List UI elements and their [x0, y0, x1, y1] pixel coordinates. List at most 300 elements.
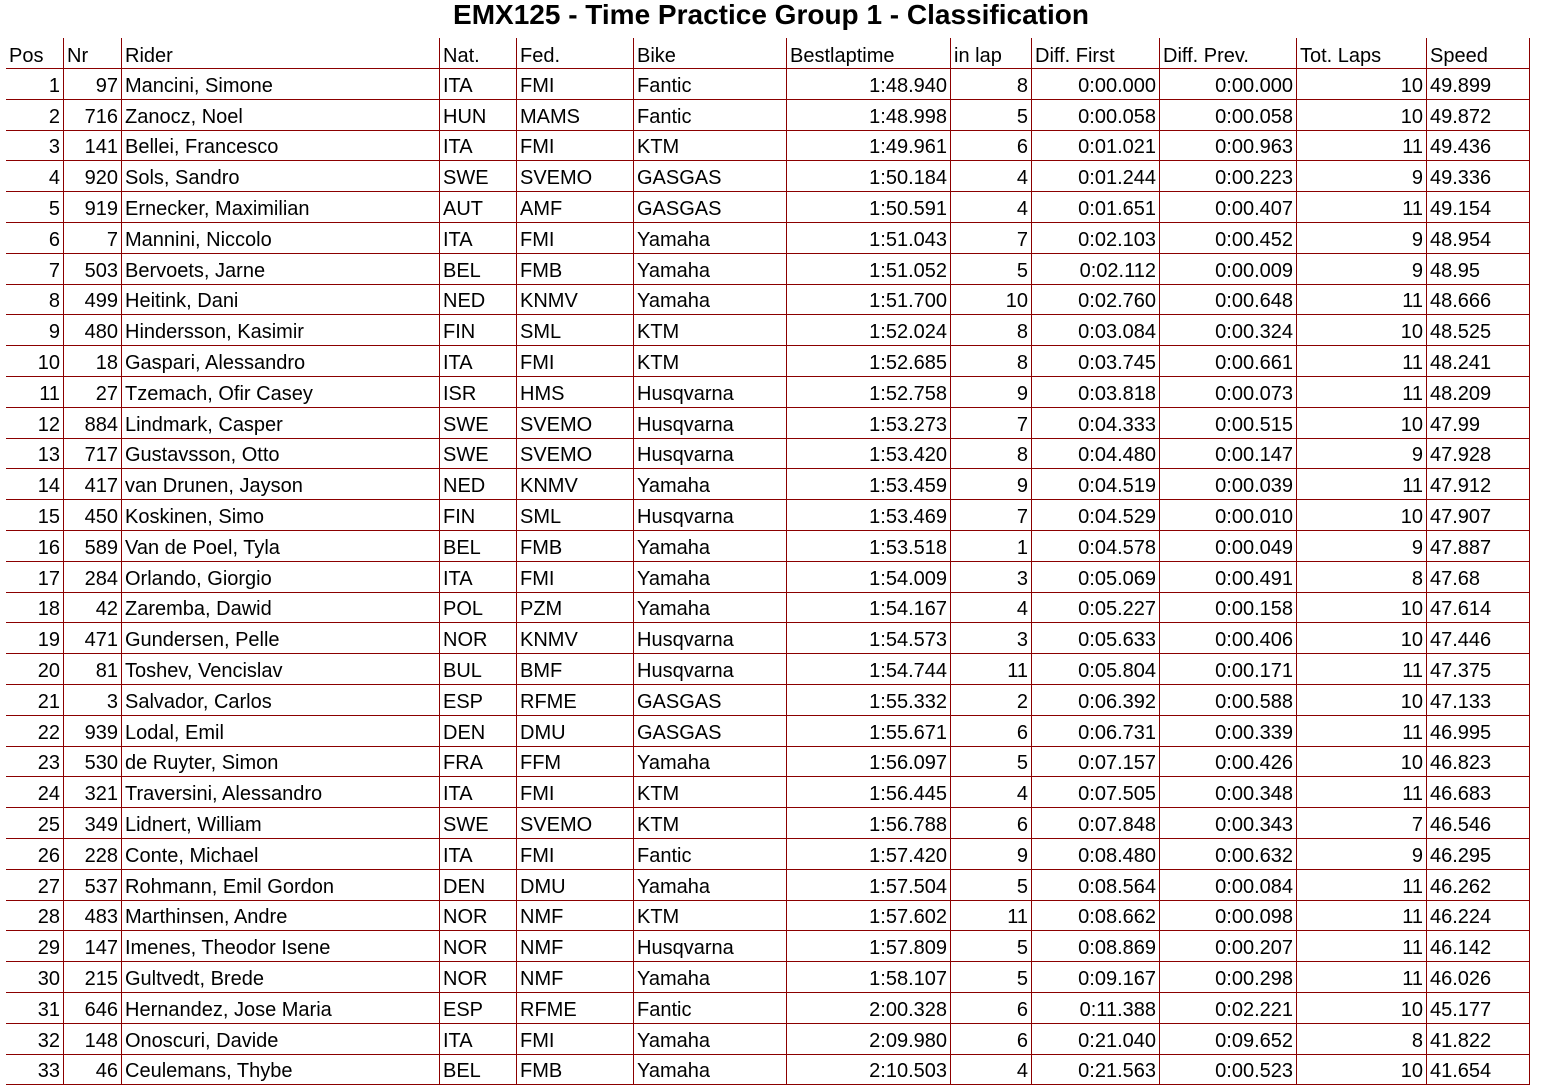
cell-bike: Yamaha	[634, 1055, 787, 1085]
table-row	[6, 1055, 1530, 1085]
cell-in-lap: 9	[951, 839, 1032, 870]
cell-in-lap: 1	[951, 531, 1032, 562]
cell-tot-laps: 9	[1297, 531, 1427, 562]
cell-bestlaptime: 1:50.591	[787, 192, 951, 223]
cell-bestlaptime: 2:00.328	[787, 993, 951, 1024]
cell-tot-laps: 10	[1297, 747, 1427, 778]
cell-rider: Zanocz, Noel	[122, 100, 440, 131]
cell-bestlaptime: 1:57.602	[787, 901, 951, 932]
cell-speed: 48.666	[1427, 285, 1530, 316]
cell-in-lap: 5	[951, 870, 1032, 901]
cell-diff-prev: 0:00.406	[1160, 623, 1297, 654]
cell-nat: ITA	[440, 131, 517, 162]
cell-bestlaptime: 1:52.758	[787, 377, 951, 408]
cell-in-lap: 2	[951, 685, 1032, 716]
cell-pos: 28	[6, 901, 64, 932]
column-header-bike: Bike	[634, 38, 787, 69]
column-header-rider: Rider	[122, 38, 440, 69]
cell-tot-laps: 10	[1297, 685, 1427, 716]
cell-bike: Yamaha	[634, 469, 787, 500]
cell-tot-laps: 11	[1297, 285, 1427, 316]
cell-bestlaptime: 1:54.167	[787, 593, 951, 624]
table-row	[6, 315, 1530, 346]
column-header-nr: Nr	[64, 38, 122, 69]
cell-tot-laps: 11	[1297, 377, 1427, 408]
cell-speed: 46.224	[1427, 901, 1530, 932]
cell-bike: Husqvarna	[634, 931, 787, 962]
cell-nr: 46	[64, 1055, 122, 1085]
cell-tot-laps: 10	[1297, 315, 1427, 346]
table-row	[6, 408, 1530, 439]
cell-rider: Bervoets, Jarne	[122, 254, 440, 285]
cell-diff-first: 0:06.392	[1032, 685, 1160, 716]
cell-diff-prev: 0:00.223	[1160, 161, 1297, 192]
cell-bike: Husqvarna	[634, 500, 787, 531]
cell-in-lap: 6	[951, 993, 1032, 1024]
table-row	[6, 931, 1530, 962]
cell-diff-first: 0:01.651	[1032, 192, 1160, 223]
cell-tot-laps: 10	[1297, 623, 1427, 654]
cell-diff-first: 0:03.084	[1032, 315, 1160, 346]
cell-fed: FMI	[517, 839, 634, 870]
cell-diff-prev: 0:00.343	[1160, 808, 1297, 839]
cell-bestlaptime: 1:53.518	[787, 531, 951, 562]
cell-pos: 24	[6, 777, 64, 808]
cell-rider: Ceulemans, Thybe	[122, 1055, 440, 1085]
cell-nr: 349	[64, 808, 122, 839]
cell-diff-first: 0:07.848	[1032, 808, 1160, 839]
cell-bike: Yamaha	[634, 1024, 787, 1055]
cell-diff-prev: 0:00.009	[1160, 254, 1297, 285]
cell-diff-first: 0:02.760	[1032, 285, 1160, 316]
cell-speed: 47.99	[1427, 408, 1530, 439]
cell-bestlaptime: 1:58.107	[787, 962, 951, 993]
cell-pos: 33	[6, 1055, 64, 1085]
cell-pos: 27	[6, 870, 64, 901]
cell-in-lap: 8	[951, 346, 1032, 377]
cell-diff-prev: 0:00.963	[1160, 131, 1297, 162]
column-header-fed: Fed.	[517, 38, 634, 69]
cell-tot-laps: 9	[1297, 439, 1427, 470]
cell-speed: 48.954	[1427, 223, 1530, 254]
table-row	[6, 469, 1530, 500]
cell-speed: 46.026	[1427, 962, 1530, 993]
cell-bike: Husqvarna	[634, 377, 787, 408]
cell-tot-laps: 11	[1297, 716, 1427, 747]
cell-nat: ITA	[440, 223, 517, 254]
cell-fed: FMI	[517, 1024, 634, 1055]
cell-nat: ITA	[440, 777, 517, 808]
cell-nat: SWE	[440, 439, 517, 470]
cell-diff-first: 0:04.333	[1032, 408, 1160, 439]
cell-diff-first: 0:21.563	[1032, 1055, 1160, 1085]
cell-fed: AMF	[517, 192, 634, 223]
cell-speed: 46.823	[1427, 747, 1530, 778]
cell-diff-first: 0:05.227	[1032, 593, 1160, 624]
classification-table	[6, 38, 1530, 1085]
cell-rider: Gaspari, Alessandro	[122, 346, 440, 377]
cell-nr: 537	[64, 870, 122, 901]
cell-bestlaptime: 1:53.459	[787, 469, 951, 500]
cell-speed: 47.375	[1427, 654, 1530, 685]
cell-pos: 32	[6, 1024, 64, 1055]
cell-bike: KTM	[634, 315, 787, 346]
cell-diff-prev: 0:00.523	[1160, 1055, 1297, 1085]
cell-nr: 417	[64, 469, 122, 500]
cell-tot-laps: 11	[1297, 962, 1427, 993]
cell-diff-first: 0:04.519	[1032, 469, 1160, 500]
cell-tot-laps: 10	[1297, 993, 1427, 1024]
cell-rider: Lodal, Emil	[122, 716, 440, 747]
cell-fed: FMI	[517, 777, 634, 808]
table-row	[6, 285, 1530, 316]
cell-fed: SVEMO	[517, 808, 634, 839]
cell-rider: Heitink, Dani	[122, 285, 440, 316]
cell-speed: 49.154	[1427, 192, 1530, 223]
table-row	[6, 593, 1530, 624]
cell-diff-prev: 0:00.588	[1160, 685, 1297, 716]
cell-diff-first: 0:07.157	[1032, 747, 1160, 778]
cell-in-lap: 9	[951, 377, 1032, 408]
cell-bestlaptime: 1:55.332	[787, 685, 951, 716]
cell-diff-first: 0:04.529	[1032, 500, 1160, 531]
cell-speed: 45.177	[1427, 993, 1530, 1024]
cell-nr: 503	[64, 254, 122, 285]
cell-pos: 11	[6, 377, 64, 408]
cell-speed: 47.912	[1427, 469, 1530, 500]
cell-in-lap: 5	[951, 100, 1032, 131]
cell-bike: GASGAS	[634, 685, 787, 716]
cell-bike: Yamaha	[634, 870, 787, 901]
cell-fed: FMB	[517, 531, 634, 562]
cell-speed: 46.262	[1427, 870, 1530, 901]
cell-bike: Fantic	[634, 69, 787, 100]
cell-nr: 589	[64, 531, 122, 562]
cell-nr: 97	[64, 69, 122, 100]
cell-in-lap: 6	[951, 1024, 1032, 1055]
cell-fed: FMI	[517, 69, 634, 100]
cell-diff-prev: 0:00.147	[1160, 439, 1297, 470]
cell-nat: ITA	[440, 346, 517, 377]
cell-nr: 3	[64, 685, 122, 716]
table-row	[6, 808, 1530, 839]
cell-diff-first: 0:09.167	[1032, 962, 1160, 993]
cell-in-lap: 3	[951, 562, 1032, 593]
cell-diff-prev: 0:00.039	[1160, 469, 1297, 500]
table-row	[6, 870, 1530, 901]
cell-fed: NMF	[517, 931, 634, 962]
cell-rider: Orlando, Giorgio	[122, 562, 440, 593]
cell-bestlaptime: 1:56.445	[787, 777, 951, 808]
cell-in-lap: 7	[951, 408, 1032, 439]
table-row	[6, 254, 1530, 285]
cell-nr: 228	[64, 839, 122, 870]
cell-nr: 530	[64, 747, 122, 778]
cell-rider: Zaremba, Dawid	[122, 593, 440, 624]
cell-bike: Yamaha	[634, 747, 787, 778]
cell-tot-laps: 8	[1297, 562, 1427, 593]
cell-nat: SWE	[440, 408, 517, 439]
cell-diff-first: 0:11.388	[1032, 993, 1160, 1024]
cell-diff-first: 0:00.000	[1032, 69, 1160, 100]
cell-diff-first: 0:04.578	[1032, 531, 1160, 562]
cell-nr: 716	[64, 100, 122, 131]
cell-pos: 10	[6, 346, 64, 377]
cell-nr: 920	[64, 161, 122, 192]
cell-fed: NMF	[517, 901, 634, 932]
column-header-tot-laps: Tot. Laps	[1297, 38, 1427, 69]
cell-rider: Lindmark, Casper	[122, 408, 440, 439]
cell-nat: NED	[440, 285, 517, 316]
cell-diff-prev: 0:00.426	[1160, 747, 1297, 778]
table-row	[6, 500, 1530, 531]
cell-pos: 6	[6, 223, 64, 254]
cell-fed: FMI	[517, 131, 634, 162]
cell-nat: BEL	[440, 1055, 517, 1085]
cell-diff-first: 0:01.021	[1032, 131, 1160, 162]
cell-rider: Koskinen, Simo	[122, 500, 440, 531]
cell-pos: 3	[6, 131, 64, 162]
cell-nr: 471	[64, 623, 122, 654]
cell-pos: 13	[6, 439, 64, 470]
cell-bike: Yamaha	[634, 962, 787, 993]
cell-tot-laps: 11	[1297, 777, 1427, 808]
cell-diff-first: 0:05.633	[1032, 623, 1160, 654]
cell-speed: 46.683	[1427, 777, 1530, 808]
cell-in-lap: 7	[951, 500, 1032, 531]
cell-fed: SVEMO	[517, 408, 634, 439]
column-header-bestlaptime: Bestlaptime	[787, 38, 951, 69]
cell-rider: Marthinsen, Andre	[122, 901, 440, 932]
cell-rider: de Ruyter, Simon	[122, 747, 440, 778]
cell-pos: 7	[6, 254, 64, 285]
cell-diff-prev: 0:00.084	[1160, 870, 1297, 901]
cell-fed: DMU	[517, 870, 634, 901]
cell-in-lap: 11	[951, 654, 1032, 685]
cell-in-lap: 11	[951, 901, 1032, 932]
cell-bike: GASGAS	[634, 192, 787, 223]
cell-nat: BUL	[440, 654, 517, 685]
cell-nat: FIN	[440, 500, 517, 531]
cell-pos: 8	[6, 285, 64, 316]
cell-nr: 215	[64, 962, 122, 993]
cell-rider: Bellei, Francesco	[122, 131, 440, 162]
cell-bestlaptime: 2:09.980	[787, 1024, 951, 1055]
cell-pos: 12	[6, 408, 64, 439]
cell-nat: NED	[440, 469, 517, 500]
cell-fed: MAMS	[517, 100, 634, 131]
cell-in-lap: 5	[951, 931, 1032, 962]
cell-tot-laps: 7	[1297, 808, 1427, 839]
cell-diff-prev: 0:00.010	[1160, 500, 1297, 531]
cell-tot-laps: 10	[1297, 69, 1427, 100]
cell-nat: NOR	[440, 931, 517, 962]
cell-bestlaptime: 2:10.503	[787, 1055, 951, 1085]
header-row	[6, 38, 1530, 69]
cell-in-lap: 8	[951, 69, 1032, 100]
cell-diff-prev: 0:00.407	[1160, 192, 1297, 223]
cell-diff-first: 0:07.505	[1032, 777, 1160, 808]
cell-rider: Salvador, Carlos	[122, 685, 440, 716]
cell-diff-prev: 0:00.073	[1160, 377, 1297, 408]
cell-bike: KTM	[634, 777, 787, 808]
cell-rider: Traversini, Alessandro	[122, 777, 440, 808]
cell-diff-first: 0:21.040	[1032, 1024, 1160, 1055]
cell-speed: 46.142	[1427, 931, 1530, 962]
cell-rider: Gustavsson, Otto	[122, 439, 440, 470]
cell-nat: ESP	[440, 993, 517, 1024]
cell-diff-prev: 0:02.221	[1160, 993, 1297, 1024]
cell-speed: 46.546	[1427, 808, 1530, 839]
table-row	[6, 623, 1530, 654]
cell-nat: DEN	[440, 870, 517, 901]
cell-pos: 15	[6, 500, 64, 531]
cell-rider: Onoscuri, Davide	[122, 1024, 440, 1055]
cell-nat: ITA	[440, 839, 517, 870]
cell-nr: 483	[64, 901, 122, 932]
cell-rider: Hindersson, Kasimir	[122, 315, 440, 346]
cell-pos: 29	[6, 931, 64, 962]
cell-rider: Gundersen, Pelle	[122, 623, 440, 654]
cell-speed: 49.436	[1427, 131, 1530, 162]
cell-tot-laps: 11	[1297, 192, 1427, 223]
table-row	[6, 377, 1530, 408]
cell-pos: 14	[6, 469, 64, 500]
table-row	[6, 993, 1530, 1024]
table-row	[6, 839, 1530, 870]
cell-nr: 7	[64, 223, 122, 254]
cell-speed: 47.446	[1427, 623, 1530, 654]
table-row	[6, 161, 1530, 192]
cell-bike: Fantic	[634, 100, 787, 131]
cell-diff-prev: 0:00.452	[1160, 223, 1297, 254]
cell-diff-first: 0:04.480	[1032, 439, 1160, 470]
cell-bike: Yamaha	[634, 562, 787, 593]
cell-tot-laps: 11	[1297, 870, 1427, 901]
cell-rider: Toshev, Vencislav	[122, 654, 440, 685]
cell-diff-prev: 0:00.661	[1160, 346, 1297, 377]
cell-nat: FIN	[440, 315, 517, 346]
cell-speed: 48.525	[1427, 315, 1530, 346]
cell-rider: Lidnert, William	[122, 808, 440, 839]
cell-in-lap: 6	[951, 131, 1032, 162]
cell-pos: 22	[6, 716, 64, 747]
cell-pos: 4	[6, 161, 64, 192]
cell-in-lap: 7	[951, 223, 1032, 254]
cell-speed: 47.887	[1427, 531, 1530, 562]
cell-diff-prev: 0:00.348	[1160, 777, 1297, 808]
cell-nat: POL	[440, 593, 517, 624]
cell-nat: DEN	[440, 716, 517, 747]
cell-nr: 42	[64, 593, 122, 624]
cell-in-lap: 4	[951, 777, 1032, 808]
cell-fed: SML	[517, 500, 634, 531]
cell-tot-laps: 11	[1297, 131, 1427, 162]
cell-bestlaptime: 1:57.504	[787, 870, 951, 901]
cell-pos: 2	[6, 100, 64, 131]
table-row	[6, 1024, 1530, 1055]
cell-pos: 26	[6, 839, 64, 870]
cell-diff-first: 0:08.480	[1032, 839, 1160, 870]
cell-pos: 30	[6, 962, 64, 993]
cell-speed: 47.614	[1427, 593, 1530, 624]
column-header-pos: Pos	[6, 38, 64, 69]
column-header-nat: Nat.	[440, 38, 517, 69]
cell-diff-first: 0:03.745	[1032, 346, 1160, 377]
cell-bestlaptime: 1:53.420	[787, 439, 951, 470]
cell-fed: DMU	[517, 716, 634, 747]
column-header-in-lap: in lap	[951, 38, 1032, 69]
cell-bestlaptime: 1:56.097	[787, 747, 951, 778]
cell-nr: 499	[64, 285, 122, 316]
cell-bestlaptime: 1:57.420	[787, 839, 951, 870]
cell-in-lap: 5	[951, 254, 1032, 285]
cell-rider: Tzemach, Ofir Casey	[122, 377, 440, 408]
cell-nr: 147	[64, 931, 122, 962]
cell-diff-prev: 0:00.158	[1160, 593, 1297, 624]
cell-bestlaptime: 1:50.184	[787, 161, 951, 192]
cell-diff-prev: 0:00.171	[1160, 654, 1297, 685]
cell-in-lap: 5	[951, 747, 1032, 778]
cell-diff-first: 0:02.112	[1032, 254, 1160, 285]
cell-speed: 47.133	[1427, 685, 1530, 716]
cell-nat: NOR	[440, 901, 517, 932]
cell-in-lap: 9	[951, 469, 1032, 500]
cell-in-lap: 4	[951, 161, 1032, 192]
cell-fed: SML	[517, 315, 634, 346]
cell-nat: AUT	[440, 192, 517, 223]
cell-pos: 5	[6, 192, 64, 223]
table-row	[6, 777, 1530, 808]
cell-nat: FRA	[440, 747, 517, 778]
cell-nr: 321	[64, 777, 122, 808]
cell-pos: 25	[6, 808, 64, 839]
cell-in-lap: 4	[951, 192, 1032, 223]
cell-fed: NMF	[517, 962, 634, 993]
cell-bestlaptime: 1:51.043	[787, 223, 951, 254]
cell-fed: FMI	[517, 223, 634, 254]
cell-diff-first: 0:05.804	[1032, 654, 1160, 685]
table-body	[6, 69, 1530, 1085]
cell-speed: 48.241	[1427, 346, 1530, 377]
cell-speed: 48.209	[1427, 377, 1530, 408]
cell-tot-laps: 9	[1297, 839, 1427, 870]
cell-pos: 1	[6, 69, 64, 100]
cell-tot-laps: 11	[1297, 931, 1427, 962]
cell-fed: PZM	[517, 593, 634, 624]
cell-pos: 23	[6, 747, 64, 778]
cell-tot-laps: 11	[1297, 346, 1427, 377]
table-row	[6, 747, 1530, 778]
cell-bestlaptime: 1:52.024	[787, 315, 951, 346]
cell-nat: SWE	[440, 161, 517, 192]
cell-diff-prev: 0:00.000	[1160, 69, 1297, 100]
cell-fed: FFM	[517, 747, 634, 778]
cell-speed: 47.928	[1427, 439, 1530, 470]
cell-nat: ITA	[440, 69, 517, 100]
cell-bestlaptime: 1:53.273	[787, 408, 951, 439]
cell-bestlaptime: 1:51.700	[787, 285, 951, 316]
cell-fed: RFME	[517, 993, 634, 1024]
table-row	[6, 685, 1530, 716]
cell-nat: HUN	[440, 100, 517, 131]
table-row	[6, 962, 1530, 993]
cell-nr: 18	[64, 346, 122, 377]
cell-rider: Conte, Michael	[122, 839, 440, 870]
cell-bike: Husqvarna	[634, 408, 787, 439]
cell-pos: 17	[6, 562, 64, 593]
cell-speed: 49.872	[1427, 100, 1530, 131]
